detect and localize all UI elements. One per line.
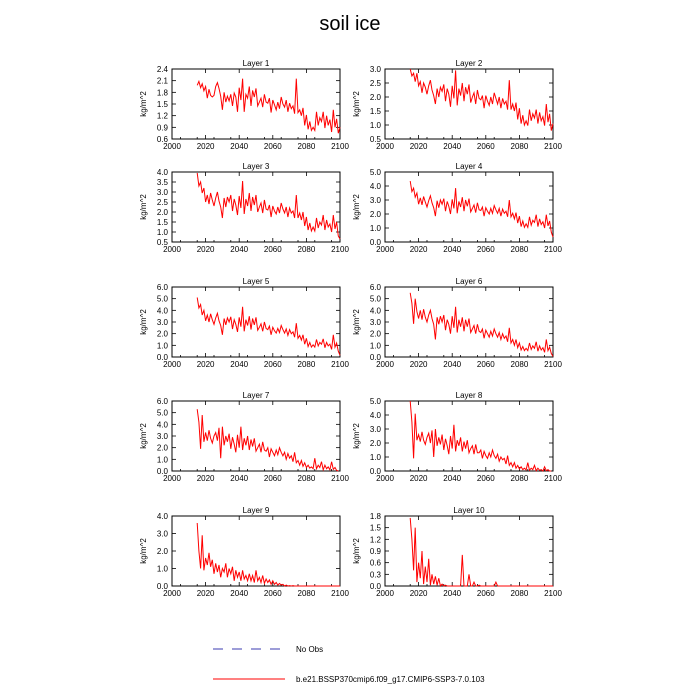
y-tick-label: 4.0	[369, 411, 381, 420]
panel-layer-1	[139, 59, 349, 151]
x-tick-label: 2020	[196, 142, 215, 151]
y-tick-label: 2.4	[156, 65, 168, 74]
y-tick-label: 0.9	[156, 123, 168, 133]
x-tick-label: 2020	[196, 589, 215, 598]
series-line	[197, 409, 338, 471]
y-tick-label: 3.0	[369, 425, 381, 434]
y-tick-label: 1.5	[156, 100, 168, 109]
panel-layer-9	[139, 506, 349, 598]
x-tick-label: 2040	[443, 142, 462, 151]
y-tick-label: 2.0	[156, 443, 168, 453]
y-axis-label: kg/m^2	[139, 309, 148, 335]
x-tick-label: 2080	[297, 245, 316, 254]
y-tick-label: 5.0	[156, 294, 168, 304]
figure-title: soil ice	[319, 13, 381, 35]
x-tick-label: 2000	[376, 142, 394, 151]
y-tick-label: 0.5	[156, 238, 168, 247]
y-tick-label: 4.0	[369, 182, 381, 191]
y-tick-label: 1.0	[156, 341, 168, 351]
y-tick-label: 3.0	[369, 196, 381, 205]
y-tick-label: 1.0	[369, 224, 381, 233]
y-tick-label: 4.0	[156, 306, 168, 316]
x-tick-label: 2100	[544, 245, 562, 254]
x-tick-label: 2000	[376, 360, 394, 369]
panel-layer-5	[139, 277, 349, 369]
y-tick-label: 4.0	[369, 306, 381, 316]
y-tick-label: 2.0	[156, 547, 168, 556]
y-tick-label: 0.0	[156, 582, 168, 591]
x-tick-label: 2020	[409, 245, 428, 254]
y-tick-label: 0.6	[369, 558, 381, 568]
y-tick-label: 0.9	[369, 547, 381, 556]
y-tick-label: 1.2	[369, 535, 381, 545]
y-axis-label: kg/m^2	[352, 538, 361, 564]
y-tick-label: 1.0	[369, 121, 381, 130]
legend-label-model-run: b.e21.BSSP370cmip6.f09_g17.CMIP6-SSP3-7.0.103	[296, 675, 485, 684]
panel-title: Layer 3	[242, 162, 270, 171]
y-tick-label: 0.0	[369, 467, 381, 476]
series-line	[197, 173, 340, 239]
x-tick-label: 2060	[476, 142, 495, 151]
panel-layer-3	[139, 162, 349, 254]
y-tick-label: 0.0	[369, 582, 381, 591]
x-tick-label: 2040	[443, 474, 462, 483]
x-tick-label: 2100	[544, 360, 562, 369]
panel-layer-10	[352, 506, 562, 598]
y-tick-label: 0.0	[156, 467, 168, 476]
x-tick-label: 2000	[163, 474, 181, 483]
series-line	[197, 298, 340, 356]
x-tick-label: 2100	[331, 142, 349, 151]
x-tick-label: 2080	[297, 474, 316, 483]
y-tick-label: 6.0	[156, 397, 168, 406]
x-tick-label: 2080	[510, 245, 529, 254]
y-tick-label: 3.0	[369, 65, 381, 74]
x-tick-label: 2040	[230, 474, 249, 483]
x-tick-label: 2080	[510, 474, 529, 483]
series-line	[410, 181, 553, 237]
y-tick-label: 0.3	[369, 570, 381, 580]
y-tick-label: 2.0	[156, 329, 168, 339]
y-tick-label: 2.0	[369, 329, 381, 339]
x-tick-label: 2000	[163, 589, 181, 598]
panel-title: Layer 2	[455, 59, 483, 68]
y-tick-label: 5.0	[369, 168, 381, 177]
panel-layer-4	[352, 162, 562, 254]
x-tick-label: 2060	[476, 245, 495, 254]
x-tick-label: 2020	[409, 474, 428, 483]
x-tick-label: 2060	[263, 474, 282, 483]
panel-title: Layer 5	[242, 277, 270, 286]
plot-frame	[385, 401, 553, 471]
x-tick-label: 2100	[544, 474, 562, 483]
y-tick-label: 1.8	[369, 512, 381, 521]
panel-title: Layer 6	[455, 277, 483, 286]
x-tick-label: 2020	[409, 142, 428, 151]
y-tick-label: 5.0	[369, 294, 381, 304]
series-line	[410, 293, 553, 357]
x-tick-label: 2080	[510, 589, 529, 598]
panel-title: Layer 9	[242, 506, 270, 515]
x-tick-label: 2060	[263, 245, 282, 254]
x-tick-label: 2000	[376, 589, 394, 598]
x-tick-label: 2060	[263, 142, 282, 151]
y-axis-label: kg/m^2	[352, 91, 361, 117]
x-tick-label: 2000	[376, 245, 394, 254]
x-tick-label: 2000	[163, 142, 181, 151]
legend	[213, 645, 485, 684]
panel-title: Layer 8	[455, 391, 483, 400]
x-tick-label: 2020	[196, 360, 215, 369]
x-tick-label: 2100	[544, 589, 562, 598]
x-tick-label: 2100	[331, 245, 349, 254]
y-tick-label: 3.0	[156, 432, 168, 441]
y-tick-label: 1.2	[156, 111, 168, 121]
panel-layer-7	[139, 391, 349, 483]
y-tick-label: 4.0	[156, 512, 168, 521]
y-tick-label: 3.0	[369, 318, 381, 327]
series-line	[410, 69, 553, 131]
y-tick-label: 1.5	[369, 107, 381, 116]
x-tick-label: 2040	[443, 589, 462, 598]
panel-layer-2	[352, 59, 562, 151]
y-tick-label: 0.0	[369, 353, 381, 362]
x-tick-label: 2100	[331, 474, 349, 483]
y-tick-label: 3.0	[156, 188, 168, 197]
x-tick-label: 2020	[409, 589, 428, 598]
x-tick-label: 2100	[331, 360, 349, 369]
series-line	[410, 401, 551, 471]
x-tick-label: 2040	[230, 245, 249, 254]
panel-title: Layer 4	[455, 162, 483, 171]
x-tick-label: 2060	[263, 589, 282, 598]
y-axis-label: kg/m^2	[352, 309, 361, 335]
x-tick-label: 2080	[297, 589, 316, 598]
y-tick-label: 1.0	[156, 228, 168, 237]
y-tick-label: 0.0	[156, 353, 168, 362]
panel-title: Layer 10	[453, 506, 485, 515]
x-tick-label: 2040	[230, 360, 249, 369]
x-tick-label: 2040	[230, 589, 249, 598]
y-tick-label: 2.5	[156, 198, 168, 207]
y-tick-label: 3.0	[156, 529, 168, 539]
y-tick-label: 1.0	[156, 564, 168, 574]
y-tick-label: 1.0	[369, 453, 381, 462]
y-tick-label: 4.0	[156, 420, 168, 430]
y-axis-label: kg/m^2	[352, 423, 361, 449]
x-tick-label: 2100	[544, 142, 562, 151]
panels	[139, 59, 562, 598]
y-tick-label: 2.1	[156, 76, 168, 86]
y-tick-label: 3.5	[156, 178, 168, 187]
series-line	[197, 523, 340, 586]
series-line	[197, 79, 340, 134]
y-tick-label: 6.0	[369, 283, 381, 292]
x-tick-label: 2080	[510, 142, 529, 151]
x-tick-label: 2080	[297, 360, 316, 369]
x-tick-label: 2060	[476, 474, 495, 483]
y-tick-label: 1.8	[156, 88, 168, 98]
y-tick-label: 2.5	[369, 79, 381, 88]
y-tick-label: 2.0	[156, 208, 168, 217]
series-line	[410, 518, 553, 586]
y-tick-label: 1.5	[369, 523, 381, 533]
y-axis-label: kg/m^2	[139, 194, 148, 220]
plot-frame	[385, 69, 553, 139]
x-tick-label: 2000	[163, 245, 181, 254]
x-tick-label: 2020	[409, 360, 428, 369]
y-tick-label: 1.0	[369, 341, 381, 351]
x-tick-label: 2080	[510, 360, 529, 369]
panel-layer-8	[352, 391, 562, 483]
x-tick-label: 2080	[297, 142, 316, 151]
x-tick-label: 2020	[196, 245, 215, 254]
y-axis-label: kg/m^2	[352, 194, 361, 220]
y-tick-label: 5.0	[369, 397, 381, 406]
x-tick-label: 2060	[263, 360, 282, 369]
x-tick-label: 2100	[331, 589, 349, 598]
y-tick-label: 0.0	[369, 238, 381, 247]
panel-title: Layer 7	[242, 391, 270, 400]
panel-title: Layer 1	[242, 59, 270, 68]
y-tick-label: 6.0	[156, 283, 168, 292]
y-tick-label: 0.5	[369, 135, 381, 144]
y-axis-label: kg/m^2	[139, 91, 148, 117]
x-tick-label: 2060	[476, 589, 495, 598]
y-tick-label: 3.0	[156, 318, 168, 327]
y-tick-label: 2.0	[369, 93, 381, 102]
y-axis-label: kg/m^2	[139, 423, 148, 449]
y-tick-label: 2.0	[369, 439, 381, 448]
y-tick-label: 1.0	[156, 455, 168, 465]
x-tick-label: 2000	[376, 474, 394, 483]
panel-layer-6	[352, 277, 562, 369]
x-tick-label: 2020	[196, 474, 215, 483]
x-tick-label: 2040	[443, 245, 462, 254]
y-tick-label: 4.0	[156, 168, 168, 177]
y-tick-label: 1.5	[156, 218, 168, 227]
legend-label-no-obs: No Obs	[296, 645, 324, 654]
x-tick-label: 2060	[476, 360, 495, 369]
x-tick-label: 2040	[443, 360, 462, 369]
x-tick-label: 2000	[163, 360, 181, 369]
y-tick-label: 2.0	[369, 210, 381, 219]
y-axis-label: kg/m^2	[139, 538, 148, 564]
y-tick-label: 0.6	[156, 135, 168, 144]
x-tick-label: 2040	[230, 142, 249, 151]
y-tick-label: 5.0	[156, 408, 168, 418]
